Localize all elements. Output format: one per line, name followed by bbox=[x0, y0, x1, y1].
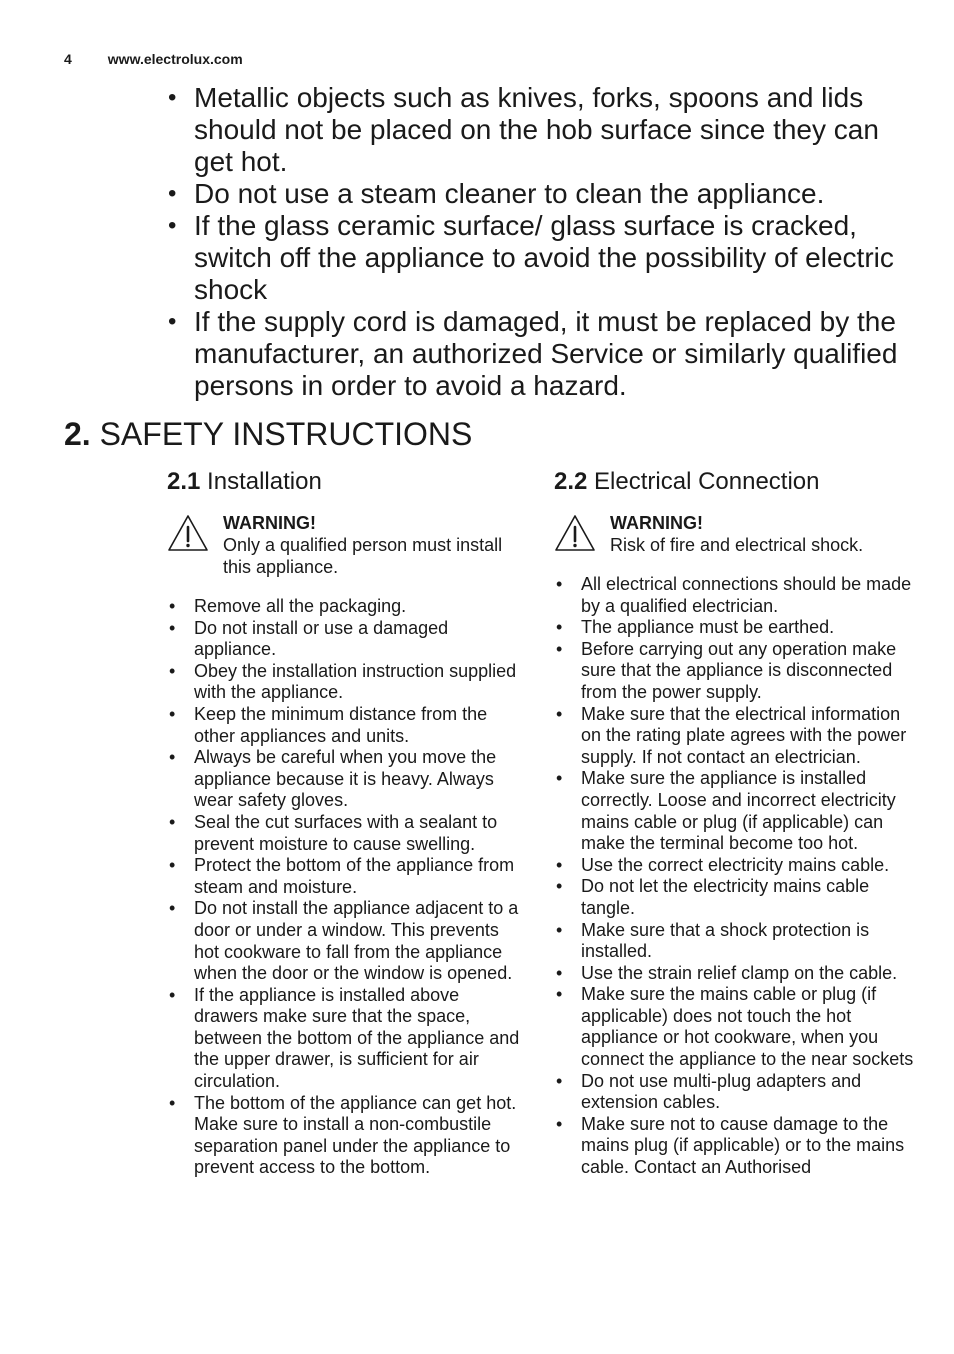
installation-list bbox=[167, 596, 527, 1179]
installation-heading bbox=[167, 466, 527, 498]
bullet-icon: • bbox=[169, 747, 176, 768]
bullet-icon: • bbox=[556, 768, 563, 789]
list-item: • If the glass ceramic surface/ glass surface is cracked, switch off the appliance to avoid the possibility of electric shock bbox=[168, 210, 894, 305]
section-title bbox=[64, 414, 472, 454]
installation-title: Installation bbox=[207, 468, 322, 495]
list-item: • Make sure that a shock protection is installed. bbox=[556, 919, 870, 962]
bullet-icon: • bbox=[169, 811, 176, 832]
list-item: • Keep the minimum distance from the other appliances and units. bbox=[169, 703, 488, 746]
page-header bbox=[64, 51, 243, 67]
installation-number: 2.1 bbox=[167, 468, 201, 495]
list-item: • Seal the cut surfaces with a sealant to prevent moisture to cause swelling. bbox=[169, 811, 498, 854]
list-item: • The appliance must be earthed. bbox=[556, 617, 835, 638]
electrical-title: Electrical Connection bbox=[594, 468, 820, 495]
list-item: • Metallic objects such as knives, forks, spoons and lids should not be placed on the hob surface since they can get hot. bbox=[168, 82, 879, 177]
list-item: • Do not use a steam cleaner to clean the appliance. bbox=[168, 178, 825, 209]
bullet-icon: • bbox=[169, 1092, 176, 1113]
section-number: 2. bbox=[64, 416, 91, 452]
bullet-icon: • bbox=[556, 638, 563, 659]
list-item: • Before carrying out any operation make sure that the appliance is disconnected from the power supply. bbox=[556, 638, 897, 702]
electrical-list bbox=[554, 574, 924, 1179]
installation-column bbox=[167, 466, 527, 1179]
list-item: • Protect the bottom of the appliance from steam and moisture. bbox=[169, 855, 515, 897]
list-item: • Use the correct electricity mains cable. bbox=[556, 854, 890, 875]
bullet-icon: • bbox=[556, 854, 563, 875]
bullet-icon: • bbox=[169, 898, 176, 919]
bullet-icon: • bbox=[169, 703, 176, 724]
section-title-text: SAFETY INSTRUCTIONS bbox=[99, 416, 473, 452]
page-number: 4 bbox=[64, 51, 72, 67]
bullet-icon: • bbox=[556, 574, 563, 594]
list-item: • All electrical connections should be made by a qualified electrician. bbox=[556, 574, 912, 616]
bullet-icon: • bbox=[556, 984, 563, 1005]
intro-bullet-list bbox=[166, 82, 916, 402]
warning-icon bbox=[167, 514, 209, 552]
bullet-icon: • bbox=[169, 617, 176, 638]
list-item: • Make sure not to cause damage to the mains plug (if applicable) or to the mains cable. Contact an Authorised bbox=[556, 1113, 905, 1178]
list-item: • Use the strain relief clamp on the cable. bbox=[556, 962, 898, 983]
list-item: • Remove all the packaging. bbox=[169, 596, 407, 616]
electrical-column bbox=[554, 466, 924, 1179]
bullet-icon: • bbox=[169, 660, 176, 681]
list-item: • Do not install or use a damaged appliance. bbox=[169, 617, 449, 660]
list-item: • Do not use multi-plug adapters and extension cables. bbox=[556, 1070, 862, 1113]
bullet-icon: • bbox=[169, 855, 176, 876]
warning-title: WARNING! bbox=[610, 513, 703, 533]
list-item: • Obey the installation instruction supplied with the appliance. bbox=[169, 660, 517, 703]
list-item: • If the appliance is installed above drawers make sure that the space, between the bottom of the appliance and the upper drawer, is sufficient for air circulation. bbox=[169, 984, 520, 1092]
list-item: • The bottom of the appliance can get hot. Make sure to install a non-combustile separation panel under the appliance to prevent access to the bottom. bbox=[169, 1092, 517, 1178]
bullet-icon: • bbox=[169, 984, 176, 1005]
bullet-icon: • bbox=[556, 876, 563, 897]
bullet-icon: • bbox=[556, 962, 563, 983]
warning-title: WARNING! bbox=[223, 513, 316, 533]
bullet-icon: • bbox=[168, 308, 177, 335]
warning-icon bbox=[554, 514, 596, 552]
bullet-icon: • bbox=[556, 703, 563, 724]
bullet-icon: • bbox=[556, 919, 563, 940]
bullet-icon: • bbox=[556, 1113, 563, 1134]
bullet-icon: • bbox=[169, 596, 176, 616]
list-item: • Make sure the appliance is installed correctly. Loose and incorrect electricity mains cable or plug (if applicable) can make the terminal become too hot. bbox=[556, 768, 896, 854]
electrical-warning bbox=[554, 512, 924, 556]
list-item: • Always be careful when you move the appliance because it is heavy. Always wear safety gloves. bbox=[169, 747, 497, 811]
list-item: • Make sure the mains cable or plug (if applicable) does not touch the hot appliance or hot cookware, when you connect the appliance to the near sockets bbox=[556, 984, 914, 1070]
list-item: • Do not let the electricity mains cable tangle. bbox=[556, 876, 870, 918]
bullet-icon: • bbox=[556, 617, 563, 638]
warning-body: Only a qualified person must install this appliance. bbox=[223, 535, 503, 577]
electrical-heading bbox=[554, 466, 924, 498]
bullet-icon: • bbox=[556, 1070, 563, 1091]
bullet-icon: • bbox=[168, 84, 177, 111]
warning-body: Risk of fire and electrical shock. bbox=[610, 535, 864, 555]
bullet-icon: • bbox=[168, 180, 177, 207]
bullet-icon: • bbox=[168, 212, 177, 239]
electrical-number: 2.2 bbox=[554, 468, 588, 495]
installation-warning bbox=[167, 512, 527, 578]
list-item: • Make sure that the electrical information on the rating plate agrees with the power supply. If not contact an electrician. bbox=[556, 703, 907, 767]
website-link[interactable]: www.electrolux.com bbox=[107, 51, 243, 67]
list-item: • Do not install the appliance adjacent to a door or under a window. This prevents hot cookware to fall from the appliance when the door or the window is opened. bbox=[169, 898, 519, 984]
list-item: • If the supply cord is damaged, it must be replaced by the manufacturer, an authorized Service or similarly qualified persons in order to avoid a hazard. bbox=[168, 306, 898, 401]
